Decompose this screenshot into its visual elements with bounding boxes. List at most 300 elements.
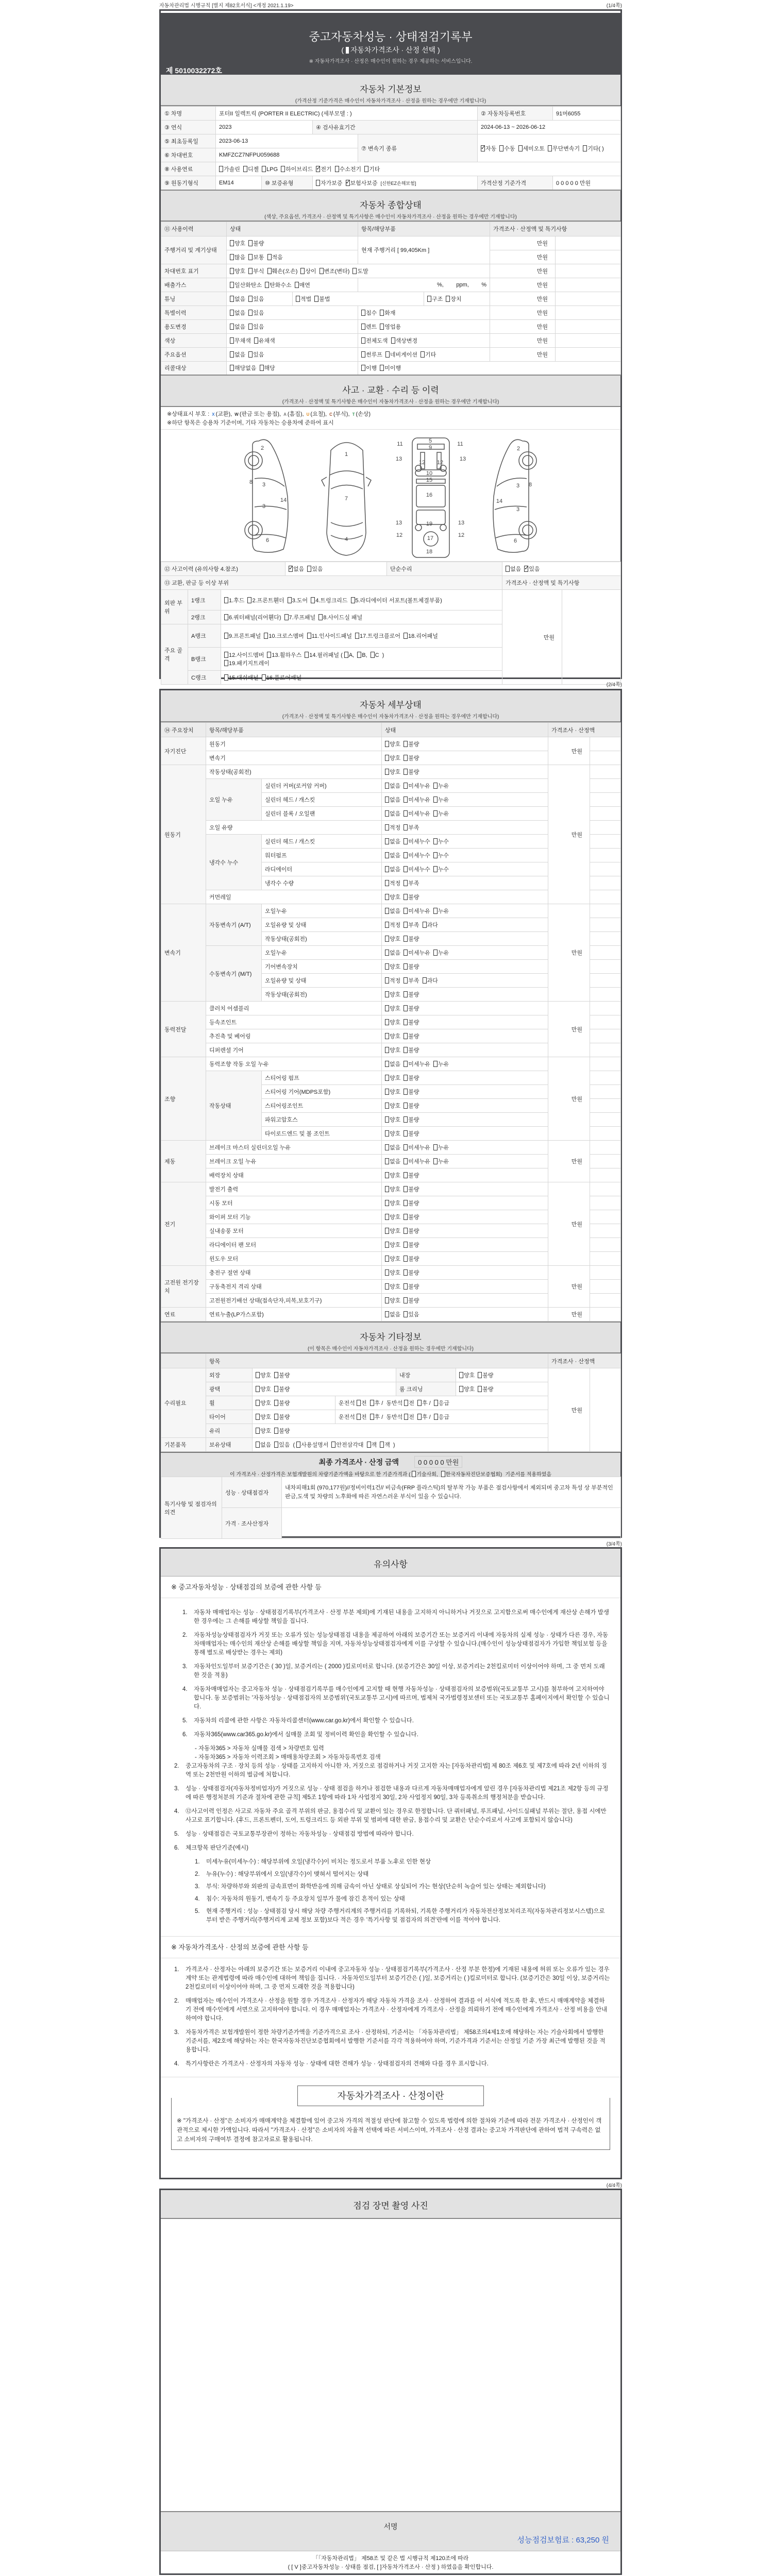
checkbox-icon[interactable]	[404, 796, 408, 803]
checkbox-option[interactable]	[274, 1400, 290, 1406]
checkbox-option[interactable]	[404, 1033, 419, 1040]
checkbox-icon[interactable]	[385, 769, 389, 775]
checkbox-icon[interactable]	[361, 337, 365, 344]
checkbox-icon[interactable]	[274, 1442, 278, 1448]
checkbox-icon[interactable]	[433, 783, 438, 789]
checkbox-icon[interactable]	[385, 1283, 389, 1290]
note-cell[interactable]	[590, 1085, 621, 1099]
checkbox-option[interactable]	[385, 908, 400, 914]
checkbox-icon[interactable]	[385, 351, 390, 358]
checkbox-icon[interactable]	[224, 597, 228, 603]
checkbox-option[interactable]	[357, 1400, 367, 1406]
checkbox-option[interactable]	[281, 166, 313, 173]
checkbox-icon[interactable]	[320, 268, 324, 274]
checkbox-option[interactable]	[524, 566, 540, 572]
checkbox-icon[interactable]	[267, 268, 272, 274]
note-cell[interactable]	[590, 1043, 621, 1057]
checkbox-option[interactable]	[459, 1386, 475, 1393]
checkbox-option[interactable]	[481, 146, 496, 152]
checkbox-icon[interactable]	[248, 268, 253, 274]
checkbox-icon[interactable]	[404, 977, 408, 984]
note-cell[interactable]	[590, 1168, 621, 1182]
checkbox-icon[interactable]	[385, 824, 389, 831]
note-cell[interactable]	[590, 821, 621, 835]
checkbox-option[interactable]	[404, 894, 419, 901]
checkbox-option[interactable]	[385, 922, 400, 928]
checkbox-icon[interactable]	[248, 351, 253, 358]
checkbox-option[interactable]	[385, 936, 400, 942]
checkbox-option[interactable]	[404, 1298, 419, 1304]
checkbox-option[interactable]	[385, 1033, 400, 1040]
checkbox-icon[interactable]	[404, 1186, 408, 1192]
checkbox-icon[interactable]	[385, 1005, 389, 1011]
checkbox-icon[interactable]	[404, 1103, 408, 1109]
checkbox-icon[interactable]	[404, 1061, 408, 1067]
checkbox-icon[interactable]	[404, 783, 408, 789]
checkbox-option[interactable]	[385, 1187, 400, 1193]
checkbox-icon[interactable]	[385, 1158, 389, 1164]
note-cell[interactable]	[590, 1294, 621, 1308]
checkbox-icon[interactable]	[404, 1116, 408, 1123]
checkbox-option[interactable]	[433, 867, 449, 873]
checkbox-option[interactable]	[385, 1284, 400, 1290]
checkbox-icon[interactable]	[230, 337, 234, 344]
note-cell[interactable]	[590, 960, 621, 974]
checkbox-option[interactable]	[404, 1103, 419, 1109]
checkbox-icon[interactable]	[274, 1428, 278, 1434]
checkbox-option[interactable]	[404, 936, 419, 942]
checkbox-option[interactable]	[256, 1386, 271, 1393]
note-cell[interactable]	[590, 1002, 621, 1015]
note-cell[interactable]	[556, 292, 621, 306]
checkbox-option[interactable]	[284, 615, 316, 621]
checkbox-option[interactable]	[385, 1145, 400, 1151]
checkbox-option[interactable]	[404, 1089, 419, 1095]
checkbox-option[interactable]	[224, 652, 264, 658]
note-cell[interactable]	[590, 1280, 621, 1294]
checkbox-option[interactable]	[300, 268, 316, 275]
checkbox-option[interactable]	[243, 166, 259, 173]
checkbox-icon[interactable]	[256, 1442, 260, 1448]
note-cell[interactable]	[590, 807, 621, 821]
checkbox-icon[interactable]	[248, 240, 253, 246]
checkbox-icon[interactable]	[224, 674, 228, 681]
note-cell[interactable]	[590, 737, 621, 751]
checkbox-option[interactable]	[404, 950, 430, 956]
checkbox-option[interactable]	[404, 1173, 419, 1179]
checkbox-option[interactable]	[256, 1400, 271, 1406]
checkbox-icon[interactable]	[230, 310, 234, 316]
checkbox-option[interactable]	[423, 978, 438, 984]
checkbox-icon[interactable]	[433, 1061, 438, 1067]
checkbox-option[interactable]	[289, 566, 304, 572]
checkbox-option[interactable]	[224, 660, 270, 667]
checkbox-icon[interactable]	[404, 1047, 408, 1053]
checkbox-icon[interactable]	[404, 1019, 408, 1025]
checkbox-option[interactable]	[224, 615, 281, 621]
checkbox-icon[interactable]	[404, 1311, 408, 1317]
note-cell[interactable]	[590, 904, 621, 918]
checkbox-icon[interactable]	[433, 1144, 438, 1150]
checkbox-option[interactable]	[371, 652, 379, 658]
note-cell[interactable]	[590, 1182, 621, 1196]
checkbox-icon[interactable]	[361, 351, 365, 358]
checkbox-option[interactable]	[506, 566, 521, 572]
checkbox-icon[interactable]	[224, 614, 228, 620]
checkbox-icon[interactable]	[361, 324, 365, 330]
checkbox-option[interactable]	[314, 296, 330, 302]
checkbox-icon[interactable]	[404, 1242, 408, 1248]
checkbox-icon[interactable]	[385, 1116, 389, 1123]
checkbox-option[interactable]	[335, 166, 362, 173]
note-cell[interactable]	[590, 1196, 621, 1210]
checkbox-icon[interactable]	[427, 296, 431, 302]
checkbox-option[interactable]	[404, 755, 419, 761]
checkbox-icon[interactable]	[267, 652, 271, 658]
checkbox-icon[interactable]	[230, 240, 234, 246]
checked-box-icon[interactable]	[289, 566, 293, 572]
checkbox-icon[interactable]	[404, 741, 408, 747]
checkbox-icon[interactable]	[351, 597, 355, 603]
checkbox-option[interactable]	[404, 769, 419, 775]
note-cell[interactable]	[556, 306, 621, 319]
checkbox-icon[interactable]	[230, 324, 234, 330]
checkbox-option[interactable]	[351, 598, 442, 604]
checkbox-icon[interactable]	[404, 1075, 408, 1081]
note-cell[interactable]	[590, 751, 621, 765]
checkbox-option[interactable]	[307, 566, 323, 572]
checkbox-option[interactable]	[264, 633, 304, 639]
checkbox-option[interactable]	[316, 180, 343, 187]
checkbox-option[interactable]	[433, 811, 449, 817]
checkbox-icon[interactable]	[254, 337, 258, 344]
checkbox-icon[interactable]	[230, 365, 234, 371]
checkbox-icon[interactable]	[404, 1214, 408, 1220]
checkbox-option[interactable]	[357, 1414, 367, 1420]
checkbox-icon[interactable]	[404, 1033, 408, 1039]
checkbox-icon[interactable]	[281, 166, 285, 172]
checkbox-option[interactable]	[230, 352, 245, 358]
note-cell[interactable]	[590, 876, 621, 890]
checkbox-option[interactable]	[248, 324, 264, 330]
checkbox-icon[interactable]	[385, 1144, 389, 1150]
checkbox-icon[interactable]	[380, 310, 384, 316]
checkbox-icon[interactable]	[404, 991, 408, 997]
checkbox-icon[interactable]	[404, 1172, 408, 1178]
checkbox-option[interactable]	[385, 1200, 400, 1207]
checkbox-option[interactable]	[295, 282, 310, 289]
checkbox-icon[interactable]	[344, 652, 348, 658]
checkbox-icon[interactable]	[385, 755, 389, 761]
checkbox-option[interactable]	[433, 853, 449, 859]
checkbox-icon[interactable]	[423, 922, 427, 928]
checkbox-option[interactable]	[404, 825, 419, 831]
checkbox-option[interactable]	[380, 324, 401, 330]
checkbox-option[interactable]	[385, 1298, 400, 1304]
checkbox-option[interactable]	[274, 1414, 290, 1420]
checkbox-option[interactable]	[219, 166, 240, 173]
checkbox-option[interactable]	[248, 296, 264, 302]
checkbox-option[interactable]	[385, 1228, 400, 1234]
checkbox-option[interactable]	[385, 1242, 400, 1248]
checkbox-icon[interactable]	[385, 1200, 389, 1206]
note-cell[interactable]	[590, 1238, 621, 1252]
checkbox-icon[interactable]	[404, 1414, 408, 1420]
checkbox-icon[interactable]	[404, 922, 408, 928]
checkbox-icon[interactable]	[357, 1414, 361, 1420]
note-cell[interactable]	[590, 1015, 621, 1029]
checkbox-option[interactable]	[385, 964, 400, 970]
note-cell[interactable]	[556, 250, 621, 264]
note-cell[interactable]	[590, 1224, 621, 1238]
checkbox-option[interactable]	[248, 255, 264, 261]
checkbox-icon[interactable]	[300, 268, 305, 274]
checkbox-icon[interactable]	[248, 310, 253, 316]
checkbox-option[interactable]	[404, 741, 419, 748]
checkbox-icon[interactable]	[256, 1414, 260, 1420]
checkbox-icon[interactable]	[404, 810, 408, 817]
checkbox-option[interactable]	[404, 1061, 430, 1067]
checkbox-option[interactable]	[434, 1414, 449, 1420]
checkbox-option[interactable]	[265, 282, 292, 289]
checkbox-icon[interactable]	[230, 351, 234, 358]
checkbox-icon[interactable]	[404, 1200, 408, 1206]
checkbox-option[interactable]	[320, 268, 350, 275]
checkbox-option[interactable]	[404, 1312, 419, 1318]
checked-box-icon[interactable]	[481, 145, 485, 151]
checkbox-option[interactable]	[248, 268, 264, 275]
checkbox-option[interactable]	[385, 880, 400, 887]
checkbox-icon[interactable]	[295, 282, 299, 288]
checkbox-icon[interactable]	[434, 1414, 438, 1420]
note-cell[interactable]	[590, 1127, 621, 1141]
checkbox-icon[interactable]	[385, 852, 389, 858]
checkbox-option[interactable]	[385, 755, 400, 761]
checkbox-icon[interactable]	[433, 908, 438, 914]
checkbox-option[interactable]	[404, 811, 430, 817]
checkbox-icon[interactable]	[361, 365, 365, 371]
note-cell[interactable]	[590, 793, 621, 807]
checkbox-icon[interactable]	[404, 1144, 408, 1150]
checkbox-option[interactable]	[404, 964, 419, 970]
checked-box-icon[interactable]	[524, 566, 528, 572]
checkbox-option[interactable]	[370, 1414, 383, 1420]
checkbox-option[interactable]	[385, 1117, 400, 1123]
checkbox-option[interactable]	[380, 1442, 390, 1448]
checkbox-option[interactable]	[433, 950, 449, 956]
checkbox-icon[interactable]	[262, 674, 266, 681]
note-cell[interactable]	[590, 862, 621, 876]
checkbox-option[interactable]	[256, 1372, 271, 1379]
checkbox-icon[interactable]	[385, 1130, 389, 1137]
checkbox-icon[interactable]	[433, 950, 438, 956]
checkbox-option[interactable]	[404, 1047, 419, 1054]
checkbox-icon[interactable]	[385, 936, 389, 942]
checkbox-option[interactable]	[385, 978, 400, 984]
checkbox-icon[interactable]	[385, 1047, 389, 1053]
checkbox-option[interactable]	[267, 652, 301, 658]
checkbox-icon[interactable]	[404, 950, 408, 956]
checkbox-icon[interactable]	[385, 796, 389, 803]
checkbox-option[interactable]	[404, 1414, 414, 1420]
checkbox-option[interactable]	[499, 146, 515, 152]
checkbox-option[interactable]	[433, 1145, 449, 1151]
checkbox-icon[interactable]	[288, 597, 292, 603]
checkbox-icon[interactable]	[230, 296, 234, 302]
checkbox-icon[interactable]	[364, 166, 368, 172]
checkbox-icon[interactable]	[256, 1400, 260, 1406]
checkbox-icon[interactable]	[385, 950, 389, 956]
checkbox-icon[interactable]	[459, 1386, 463, 1392]
checkbox-option[interactable]	[230, 282, 262, 289]
note-cell[interactable]	[556, 278, 621, 292]
checkbox-option[interactable]	[404, 1400, 414, 1406]
checkbox-option[interactable]	[391, 338, 418, 344]
checkbox-icon[interactable]	[248, 296, 253, 302]
checkbox-icon[interactable]	[380, 324, 384, 330]
checkbox-icon[interactable]	[404, 1283, 408, 1290]
checkbox-option[interactable]	[404, 1159, 430, 1165]
note-cell[interactable]	[590, 1308, 621, 1321]
checkbox-option[interactable]	[307, 633, 352, 639]
checkbox-option[interactable]	[459, 1372, 475, 1379]
checkbox-icon[interactable]	[404, 963, 408, 970]
checkbox-option[interactable]	[385, 1089, 400, 1095]
checkbox-option[interactable]	[404, 797, 430, 803]
note-cell[interactable]	[590, 1155, 621, 1168]
checkbox-icon[interactable]	[274, 1400, 278, 1406]
checkbox-icon[interactable]	[219, 166, 223, 172]
checkbox-option[interactable]	[361, 324, 377, 330]
checkbox-icon[interactable]	[404, 1297, 408, 1303]
note-cell[interactable]	[590, 932, 621, 946]
checkbox-option[interactable]	[404, 1187, 419, 1193]
checkbox-option[interactable]	[274, 1442, 290, 1448]
checkbox-icon[interactable]	[404, 880, 408, 886]
checkbox-option[interactable]	[385, 783, 400, 789]
checkbox-option[interactable]	[404, 1145, 430, 1151]
checkbox-option[interactable]	[385, 992, 400, 998]
checkbox-option[interactable]	[357, 652, 367, 658]
note-cell[interactable]	[590, 1071, 621, 1085]
checkbox-option[interactable]	[404, 908, 430, 914]
checkbox-option[interactable]	[404, 1117, 419, 1123]
checkbox-icon[interactable]	[417, 1400, 422, 1406]
checkbox-option[interactable]	[412, 1472, 438, 1478]
note-cell[interactable]	[590, 1141, 621, 1155]
checkbox-icon[interactable]	[370, 1414, 374, 1420]
checkbox-option[interactable]	[427, 296, 443, 302]
checkbox-option[interactable]	[404, 1131, 419, 1137]
checkbox-option[interactable]	[361, 352, 382, 358]
checkbox-icon[interactable]	[404, 1158, 408, 1164]
checkbox-icon[interactable]	[260, 365, 264, 371]
checkbox-option[interactable]	[364, 166, 380, 173]
checkbox-option[interactable]	[385, 950, 400, 956]
checkbox-icon[interactable]	[404, 755, 408, 761]
checkbox-icon[interactable]	[274, 1414, 278, 1420]
checkbox-option[interactable]	[478, 1372, 493, 1379]
note-cell[interactable]	[590, 988, 621, 1002]
checked-box-icon[interactable]	[346, 47, 349, 54]
checkbox-icon[interactable]	[385, 1172, 389, 1178]
checkbox-option[interactable]	[230, 241, 245, 247]
checkbox-option[interactable]	[404, 839, 430, 845]
checkbox-option[interactable]	[344, 652, 354, 658]
checkbox-option[interactable]	[404, 1256, 419, 1262]
checkbox-option[interactable]	[385, 867, 400, 873]
checkbox-option[interactable]	[385, 1159, 400, 1165]
checkbox-option[interactable]	[224, 598, 244, 604]
note-cell[interactable]	[590, 1113, 621, 1127]
checkbox-icon[interactable]	[230, 268, 234, 274]
checkbox-option[interactable]	[404, 1214, 419, 1221]
checkbox-option[interactable]	[274, 1386, 290, 1393]
checkbox-option[interactable]	[248, 241, 264, 247]
checkbox-option[interactable]	[385, 1075, 400, 1081]
checkbox-option[interactable]	[256, 1442, 271, 1448]
checkbox-option[interactable]	[318, 615, 362, 621]
checkbox-option[interactable]	[433, 783, 449, 789]
checkbox-option[interactable]	[404, 922, 419, 928]
checkbox-icon[interactable]	[267, 254, 272, 260]
checkbox-icon[interactable]	[421, 351, 425, 358]
checkbox-icon[interactable]	[248, 254, 253, 260]
checkbox-option[interactable]	[288, 598, 308, 604]
checkbox-icon[interactable]	[404, 1130, 408, 1137]
checkbox-icon[interactable]	[311, 597, 315, 603]
note-cell[interactable]	[590, 946, 621, 960]
checkbox-icon[interactable]	[404, 866, 408, 872]
checkbox-icon[interactable]	[230, 254, 234, 260]
checkbox-icon[interactable]	[385, 1228, 389, 1234]
checkbox-option[interactable]	[311, 598, 347, 604]
note-cell[interactable]	[562, 590, 621, 685]
checkbox-option[interactable]	[385, 1173, 400, 1179]
note-cell[interactable]	[590, 1252, 621, 1266]
checkbox-option[interactable]	[404, 1284, 419, 1290]
checkbox-icon[interactable]	[385, 1089, 389, 1095]
checkbox-option[interactable]	[385, 769, 400, 775]
checkbox-icon[interactable]	[248, 324, 253, 330]
checkbox-icon[interactable]	[385, 922, 389, 928]
checkbox-option[interactable]	[331, 1442, 363, 1448]
checkbox-icon[interactable]	[385, 783, 389, 789]
checkbox-option[interactable]	[417, 1400, 431, 1406]
pillar-panel[interactable]	[305, 652, 384, 658]
checkbox-icon[interactable]	[385, 963, 389, 970]
checkbox-option[interactable]	[404, 783, 430, 789]
checkbox-icon[interactable]	[404, 1269, 408, 1276]
checkbox-icon[interactable]	[224, 633, 228, 639]
checkbox-icon[interactable]	[412, 1471, 416, 1477]
note-cell[interactable]	[590, 890, 621, 904]
note-cell[interactable]	[590, 1057, 621, 1071]
checkbox-icon[interactable]	[265, 282, 269, 288]
checkbox-icon[interactable]	[478, 1372, 482, 1378]
checkbox-icon[interactable]	[433, 838, 438, 844]
checkbox-option[interactable]	[404, 1242, 419, 1248]
checkbox-option[interactable]	[385, 853, 400, 859]
checkbox-icon[interactable]	[385, 1019, 389, 1025]
checkbox-icon[interactable]	[370, 1400, 374, 1406]
checkbox-icon[interactable]	[404, 1256, 408, 1262]
checkbox-option[interactable]	[230, 324, 245, 330]
checkbox-option[interactable]	[230, 296, 245, 302]
checkbox-icon[interactable]	[385, 1297, 389, 1303]
checkbox-icon[interactable]	[274, 1386, 278, 1392]
checkbox-option[interactable]	[267, 255, 283, 261]
